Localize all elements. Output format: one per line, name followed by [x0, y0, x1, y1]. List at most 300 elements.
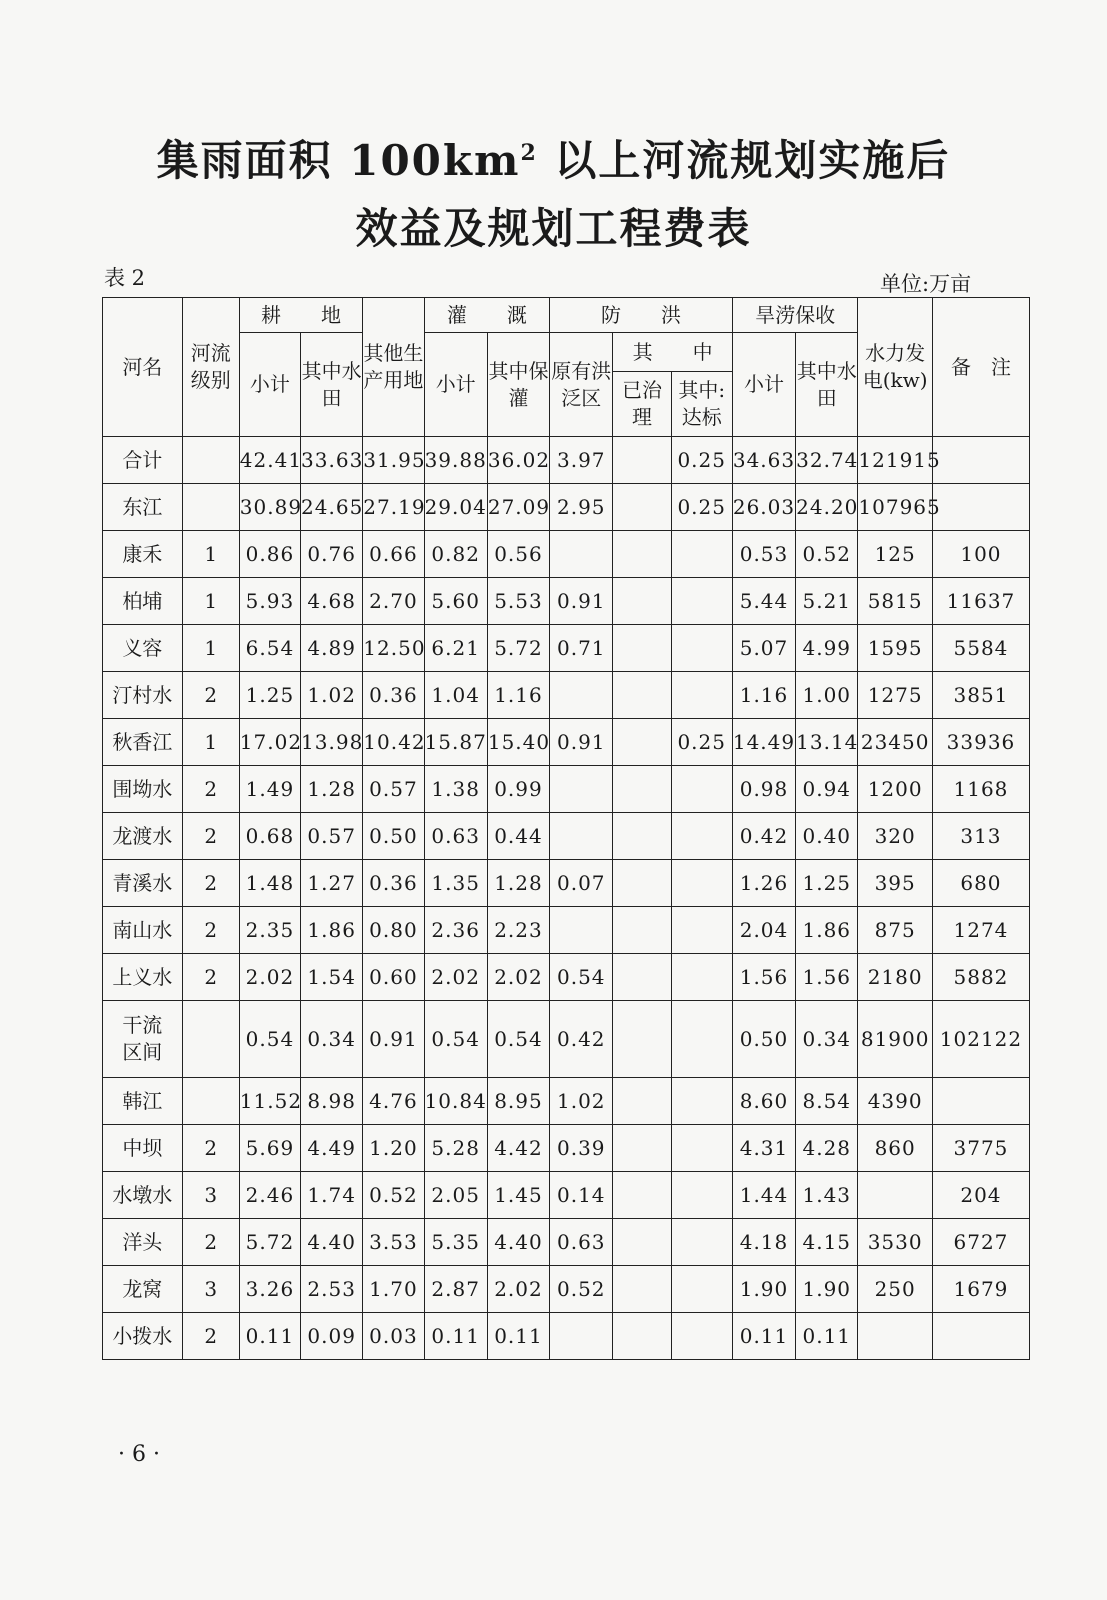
cell-arable-paddy: 0.34: [301, 1001, 363, 1078]
cell-river-level: 2: [182, 672, 239, 719]
cell-arable-paddy: 4.68: [301, 578, 363, 625]
cell-arable-subtotal: 17.02: [239, 719, 300, 766]
cell-other-land: 0.36: [363, 860, 424, 907]
cell-flood-treated: [613, 860, 671, 907]
cell-river-level: 2: [182, 860, 239, 907]
cell-irr-subtotal: 0.11: [424, 1313, 487, 1360]
header-arable: 耕 地: [239, 298, 363, 333]
cell-flood-original: [550, 813, 613, 860]
cell-flood-original: 0.42: [550, 1001, 613, 1078]
cell-irr-guaranteed: 1.16: [487, 672, 549, 719]
cell-arable-paddy: 1.27: [301, 860, 363, 907]
cell-drought-paddy: 1.90: [796, 1266, 858, 1313]
header-irrigation: 灌 溉: [424, 298, 550, 333]
cell-other-land: 4.76: [363, 1078, 424, 1125]
cell-arable-subtotal: 1.49: [239, 766, 300, 813]
cell-river-name: 青溪水: [103, 860, 183, 907]
cell-arable-subtotal: 3.26: [239, 1266, 300, 1313]
cell-arable-subtotal: 0.11: [239, 1313, 300, 1360]
cell-irr-guaranteed: 5.72: [487, 625, 549, 672]
cell-flood-standard: [671, 1313, 732, 1360]
header-river-level: 河流级别: [182, 298, 239, 437]
cell-arable-paddy: 0.76: [301, 531, 363, 578]
cell-arable-subtotal: 2.35: [239, 907, 300, 954]
cell-drought-paddy: 4.28: [796, 1125, 858, 1172]
cell-arable-paddy: 4.89: [301, 625, 363, 672]
cell-hydro-kw: 4390: [858, 1078, 933, 1125]
cell-other-land: 1.70: [363, 1266, 424, 1313]
cell-other-land: 0.57: [363, 766, 424, 813]
cell-flood-treated: [613, 1266, 671, 1313]
cell-irr-subtotal: 5.28: [424, 1125, 487, 1172]
cell-remarks: 102122: [932, 1001, 1029, 1078]
cell-drought-paddy: 1.43: [796, 1172, 858, 1219]
cell-drought-subtotal: 0.11: [732, 1313, 795, 1360]
cell-arable-paddy: 1.54: [301, 954, 363, 1001]
cell-remarks: 1679: [932, 1266, 1029, 1313]
cell-irr-guaranteed: 15.40: [487, 719, 549, 766]
cell-arable-subtotal: 11.52: [239, 1078, 300, 1125]
cell-flood-treated: [613, 1313, 671, 1360]
cell-other-land: 2.70: [363, 578, 424, 625]
page-number: · 6 ·: [118, 1442, 160, 1467]
cell-drought-paddy: 0.34: [796, 1001, 858, 1078]
header-other-land: 其他生产用地: [363, 298, 424, 437]
cell-drought-paddy: 13.14: [796, 719, 858, 766]
cell-river-name: 义容: [103, 625, 183, 672]
table-row: [103, 672, 1030, 719]
cell-river-level: 2: [182, 1313, 239, 1360]
header-irr-subtotal: 小计: [424, 333, 487, 437]
header-river-name: 河名: [103, 298, 183, 437]
cell-arable-subtotal: 5.72: [239, 1219, 300, 1266]
cell-flood-standard: [671, 1001, 732, 1078]
cell-drought-subtotal: 8.60: [732, 1078, 795, 1125]
cell-hydro-kw: 320: [858, 813, 933, 860]
cell-flood-treated: [613, 1125, 671, 1172]
cell-remarks: 6727: [932, 1219, 1029, 1266]
page-title-line1: [0, 128, 1107, 188]
cell-flood-treated: [613, 766, 671, 813]
cell-flood-treated: [613, 813, 671, 860]
cell-hydro-kw: 121915: [858, 437, 933, 484]
cell-other-land: 27.19: [363, 484, 424, 531]
cell-drought-subtotal: 2.04: [732, 907, 795, 954]
cell-river-name: 东江: [103, 484, 183, 531]
cell-river-level: 1: [182, 531, 239, 578]
cell-flood-treated: [613, 484, 671, 531]
cell-flood-original: 0.39: [550, 1125, 613, 1172]
cell-flood-original: 2.95: [550, 484, 613, 531]
cell-drought-subtotal: 26.03: [732, 484, 795, 531]
cell-river-name: 汀村水: [103, 672, 183, 719]
cell-river-name: 上义水: [103, 954, 183, 1001]
cell-flood-standard: [671, 1078, 732, 1125]
cell-flood-original: 0.07: [550, 860, 613, 907]
cell-hydro-kw: 107965: [858, 484, 933, 531]
cell-drought-subtotal: 4.31: [732, 1125, 795, 1172]
cell-arable-paddy: 1.86: [301, 907, 363, 954]
cell-irr-subtotal: 6.21: [424, 625, 487, 672]
header-arable-paddy: 其中水田: [301, 333, 363, 437]
table-row: [103, 1313, 1030, 1360]
cell-river-name: 中坝: [103, 1125, 183, 1172]
header-drought-subtotal: 小计: [732, 333, 795, 437]
cell-flood-standard: 0.25: [671, 719, 732, 766]
cell-remarks: [932, 484, 1029, 531]
cell-irr-subtotal: 0.54: [424, 1001, 487, 1078]
cell-flood-standard: [671, 860, 732, 907]
cell-river-name: 康禾: [103, 531, 183, 578]
cell-flood-original: 0.14: [550, 1172, 613, 1219]
cell-irr-guaranteed: 27.09: [487, 484, 549, 531]
cell-irr-guaranteed: 2.02: [487, 954, 549, 1001]
unit-label: 单位:万亩: [880, 272, 972, 296]
cell-river-level: 2: [182, 813, 239, 860]
cell-other-land: 0.80: [363, 907, 424, 954]
cell-irr-guaranteed: 4.42: [487, 1125, 549, 1172]
cell-arable-paddy: 33.63: [301, 437, 363, 484]
cell-irr-subtotal: 1.04: [424, 672, 487, 719]
cell-drought-subtotal: 34.63: [732, 437, 795, 484]
cell-river-level: 1: [182, 625, 239, 672]
cell-drought-subtotal: 5.44: [732, 578, 795, 625]
cell-remarks: [932, 1078, 1029, 1125]
cell-drought-paddy: 4.15: [796, 1219, 858, 1266]
benefit-cost-table: [102, 297, 1030, 1360]
cell-flood-treated: [613, 531, 671, 578]
table-row: [103, 1078, 1030, 1125]
cell-irr-subtotal: 39.88: [424, 437, 487, 484]
cell-irr-guaranteed: 0.99: [487, 766, 549, 813]
cell-flood-original: [550, 766, 613, 813]
cell-river-name: 小拨水: [103, 1313, 183, 1360]
cell-river-level: 2: [182, 1219, 239, 1266]
table-row: [103, 1219, 1030, 1266]
cell-drought-paddy: 8.54: [796, 1078, 858, 1125]
cell-drought-paddy: 32.74: [796, 437, 858, 484]
cell-other-land: 31.95: [363, 437, 424, 484]
cell-flood-standard: 0.25: [671, 437, 732, 484]
cell-irr-guaranteed: 0.54: [487, 1001, 549, 1078]
header-flood-treated: 已治理: [613, 372, 671, 437]
cell-arable-paddy: 24.65: [301, 484, 363, 531]
cell-river-name: 干流区间: [103, 1001, 183, 1078]
cell-hydro-kw: 1595: [858, 625, 933, 672]
cell-irr-guaranteed: 0.44: [487, 813, 549, 860]
cell-river-level: 2: [182, 766, 239, 813]
table-row: [103, 625, 1030, 672]
cell-arable-subtotal: 2.02: [239, 954, 300, 1001]
cell-remarks: 204: [932, 1172, 1029, 1219]
cell-remarks: 313: [932, 813, 1029, 860]
cell-arable-paddy: 4.40: [301, 1219, 363, 1266]
cell-hydro-kw: 23450: [858, 719, 933, 766]
cell-flood-original: 0.54: [550, 954, 613, 1001]
header-drought: 旱涝保收: [732, 298, 858, 333]
cell-other-land: 0.50: [363, 813, 424, 860]
cell-irr-guaranteed: 4.40: [487, 1219, 549, 1266]
cell-flood-standard: [671, 1125, 732, 1172]
table-row: [103, 1125, 1030, 1172]
cell-irr-guaranteed: 5.53: [487, 578, 549, 625]
cell-irr-guaranteed: 8.95: [487, 1078, 549, 1125]
cell-arable-paddy: 8.98: [301, 1078, 363, 1125]
cell-hydro-kw: 395: [858, 860, 933, 907]
cell-flood-treated: [613, 625, 671, 672]
cell-drought-subtotal: 0.50: [732, 1001, 795, 1078]
cell-flood-standard: [671, 578, 732, 625]
cell-flood-standard: [671, 766, 732, 813]
cell-drought-subtotal: 1.26: [732, 860, 795, 907]
cell-irr-subtotal: 10.84: [424, 1078, 487, 1125]
cell-flood-original: 1.02: [550, 1078, 613, 1125]
cell-river-level: 1: [182, 719, 239, 766]
cell-flood-treated: [613, 437, 671, 484]
cell-drought-subtotal: 0.42: [732, 813, 795, 860]
cell-flood-standard: [671, 1172, 732, 1219]
cell-river-level: [182, 437, 239, 484]
header-flood-original: 原有洪泛区: [550, 333, 613, 437]
cell-arable-subtotal: 0.86: [239, 531, 300, 578]
cell-arable-subtotal: 42.41: [239, 437, 300, 484]
cell-flood-treated: [613, 954, 671, 1001]
header-arable-subtotal: 小计: [239, 333, 300, 437]
cell-irr-subtotal: 29.04: [424, 484, 487, 531]
cell-drought-subtotal: 4.18: [732, 1219, 795, 1266]
table-row: [103, 1266, 1030, 1313]
cell-flood-treated: [613, 672, 671, 719]
cell-irr-subtotal: 2.02: [424, 954, 487, 1001]
cell-flood-standard: 0.25: [671, 484, 732, 531]
cell-arable-paddy: 2.53: [301, 1266, 363, 1313]
cell-flood-original: 0.91: [550, 578, 613, 625]
cell-arable-paddy: 1.74: [301, 1172, 363, 1219]
table-row: [103, 766, 1030, 813]
cell-arable-subtotal: 30.89: [239, 484, 300, 531]
cell-other-land: 0.36: [363, 672, 424, 719]
cell-hydro-kw: 860: [858, 1125, 933, 1172]
cell-drought-subtotal: 0.53: [732, 531, 795, 578]
cell-remarks: 1168: [932, 766, 1029, 813]
cell-arable-paddy: 0.57: [301, 813, 363, 860]
cell-drought-subtotal: 1.56: [732, 954, 795, 1001]
cell-flood-original: 0.71: [550, 625, 613, 672]
cell-irr-subtotal: 15.87: [424, 719, 487, 766]
cell-hydro-kw: 5815: [858, 578, 933, 625]
cell-river-level: 2: [182, 907, 239, 954]
cell-remarks: [932, 1313, 1029, 1360]
table-row: [103, 531, 1030, 578]
cell-other-land: 0.60: [363, 954, 424, 1001]
cell-arable-subtotal: 6.54: [239, 625, 300, 672]
cell-river-name: 水墩水: [103, 1172, 183, 1219]
cell-river-name: 柏埔: [103, 578, 183, 625]
cell-drought-paddy: 1.56: [796, 954, 858, 1001]
cell-drought-paddy: 4.99: [796, 625, 858, 672]
cell-hydro-kw: 125: [858, 531, 933, 578]
table-row: [103, 578, 1030, 625]
cell-drought-paddy: 1.00: [796, 672, 858, 719]
cell-river-name: 韩江: [103, 1078, 183, 1125]
cell-arable-paddy: 13.98: [301, 719, 363, 766]
cell-other-land: 0.91: [363, 1001, 424, 1078]
cell-river-level: [182, 1001, 239, 1078]
table-row: [103, 860, 1030, 907]
cell-other-land: 0.66: [363, 531, 424, 578]
cell-flood-treated: [613, 719, 671, 766]
cell-hydro-kw: 1200: [858, 766, 933, 813]
cell-remarks: 5584: [932, 625, 1029, 672]
cell-other-land: 0.52: [363, 1172, 424, 1219]
table-number: 表 2: [104, 266, 146, 290]
cell-irr-subtotal: 1.35: [424, 860, 487, 907]
cell-irr-guaranteed: 1.45: [487, 1172, 549, 1219]
header-flood-of-which: 其 中: [613, 333, 732, 372]
cell-flood-standard: [671, 672, 732, 719]
cell-river-level: 2: [182, 954, 239, 1001]
cell-river-name: 围坳水: [103, 766, 183, 813]
cell-river-level: 3: [182, 1266, 239, 1313]
cell-hydro-kw: 2180: [858, 954, 933, 1001]
title-superscript: 2: [520, 140, 538, 166]
cell-flood-standard: [671, 625, 732, 672]
cell-arable-subtotal: 2.46: [239, 1172, 300, 1219]
cell-arable-subtotal: 5.69: [239, 1125, 300, 1172]
cell-remarks: 680: [932, 860, 1029, 907]
cell-remarks: [932, 437, 1029, 484]
cell-river-name: 龙渡水: [103, 813, 183, 860]
cell-river-name: 合计: [103, 437, 183, 484]
cell-irr-guaranteed: 2.23: [487, 907, 549, 954]
table-row: [103, 954, 1030, 1001]
page-title-line2: 效益及规划工程费表: [355, 204, 752, 253]
cell-remarks: 1274: [932, 907, 1029, 954]
cell-river-name: 洋头: [103, 1219, 183, 1266]
cell-drought-subtotal: 1.90: [732, 1266, 795, 1313]
cell-flood-standard: [671, 1266, 732, 1313]
cell-river-level: [182, 484, 239, 531]
table-row: [103, 437, 1030, 484]
table-row: [103, 1001, 1030, 1078]
cell-hydro-kw: 250: [858, 1266, 933, 1313]
cell-flood-original: 0.63: [550, 1219, 613, 1266]
cell-flood-original: [550, 531, 613, 578]
cell-arable-subtotal: 0.68: [239, 813, 300, 860]
cell-drought-paddy: 0.52: [796, 531, 858, 578]
cell-irr-subtotal: 2.87: [424, 1266, 487, 1313]
cell-hydro-kw: 81900: [858, 1001, 933, 1078]
cell-other-land: 0.03: [363, 1313, 424, 1360]
cell-irr-subtotal: 0.63: [424, 813, 487, 860]
cell-drought-paddy: 1.25: [796, 860, 858, 907]
table-row: [103, 484, 1030, 531]
cell-flood-original: 3.97: [550, 437, 613, 484]
cell-irr-guaranteed: 0.11: [487, 1313, 549, 1360]
cell-flood-standard: [671, 954, 732, 1001]
cell-flood-standard: [671, 813, 732, 860]
cell-flood-treated: [613, 1001, 671, 1078]
cell-river-name: 南山水: [103, 907, 183, 954]
cell-other-land: 10.42: [363, 719, 424, 766]
cell-drought-subtotal: 1.44: [732, 1172, 795, 1219]
cell-irr-subtotal: 0.82: [424, 531, 487, 578]
cell-drought-subtotal: 14.49: [732, 719, 795, 766]
cell-irr-guaranteed: 1.28: [487, 860, 549, 907]
header-drought-paddy: 其中水田: [796, 333, 858, 437]
cell-arable-subtotal: 1.48: [239, 860, 300, 907]
header-irr-guaranteed: 其中保灌: [487, 333, 549, 437]
cell-flood-treated: [613, 578, 671, 625]
cell-flood-treated: [613, 1219, 671, 1266]
cell-drought-paddy: 0.11: [796, 1313, 858, 1360]
cell-drought-subtotal: 0.98: [732, 766, 795, 813]
cell-remarks: 11637: [932, 578, 1029, 625]
cell-drought-subtotal: 1.16: [732, 672, 795, 719]
header-flood-standard: 其中:达标: [671, 372, 732, 437]
header-hydro: 水力发电(kw): [858, 298, 933, 437]
cell-remarks: 5882: [932, 954, 1029, 1001]
cell-flood-standard: [671, 907, 732, 954]
cell-river-level: 2: [182, 1125, 239, 1172]
cell-drought-subtotal: 5.07: [732, 625, 795, 672]
cell-drought-paddy: 0.94: [796, 766, 858, 813]
cell-arable-paddy: 4.49: [301, 1125, 363, 1172]
cell-arable-subtotal: 1.25: [239, 672, 300, 719]
table-row: [103, 719, 1030, 766]
table-row: [103, 1172, 1030, 1219]
cell-flood-standard: [671, 531, 732, 578]
cell-other-land: 12.50: [363, 625, 424, 672]
cell-flood-original: 0.52: [550, 1266, 613, 1313]
cell-flood-original: [550, 907, 613, 954]
cell-arable-paddy: 1.02: [301, 672, 363, 719]
table-row: [103, 813, 1030, 860]
cell-river-name: 龙窝: [103, 1266, 183, 1313]
cell-river-level: 3: [182, 1172, 239, 1219]
cell-flood-original: [550, 672, 613, 719]
cell-irr-subtotal: 5.35: [424, 1219, 487, 1266]
cell-hydro-kw: 1275: [858, 672, 933, 719]
cell-drought-paddy: 24.20: [796, 484, 858, 531]
cell-remarks: 3851: [932, 672, 1029, 719]
cell-irr-subtotal: 1.38: [424, 766, 487, 813]
cell-flood-original: [550, 1313, 613, 1360]
cell-irr-subtotal: 2.36: [424, 907, 487, 954]
cell-remarks: 100: [932, 531, 1029, 578]
cell-hydro-kw: [858, 1172, 933, 1219]
cell-irr-guaranteed: 2.02: [487, 1266, 549, 1313]
title-prefix: 集雨面积 100km: [156, 136, 521, 185]
cell-irr-subtotal: 2.05: [424, 1172, 487, 1219]
header-flood: 防 洪: [550, 298, 733, 333]
cell-drought-paddy: 5.21: [796, 578, 858, 625]
cell-remarks: 3775: [932, 1125, 1029, 1172]
table-row: [103, 907, 1030, 954]
cell-river-level: [182, 1078, 239, 1125]
cell-arable-subtotal: 0.54: [239, 1001, 300, 1078]
cell-flood-treated: [613, 1172, 671, 1219]
cell-flood-treated: [613, 1078, 671, 1125]
cell-flood-treated: [613, 907, 671, 954]
cell-remarks: 33936: [932, 719, 1029, 766]
cell-irr-guaranteed: 36.02: [487, 437, 549, 484]
cell-river-name: 秋香江: [103, 719, 183, 766]
cell-hydro-kw: 3530: [858, 1219, 933, 1266]
header-remarks: 备 注: [932, 298, 1029, 437]
cell-drought-paddy: 0.40: [796, 813, 858, 860]
title-suffix: 以上河流规划实施后: [537, 136, 951, 185]
